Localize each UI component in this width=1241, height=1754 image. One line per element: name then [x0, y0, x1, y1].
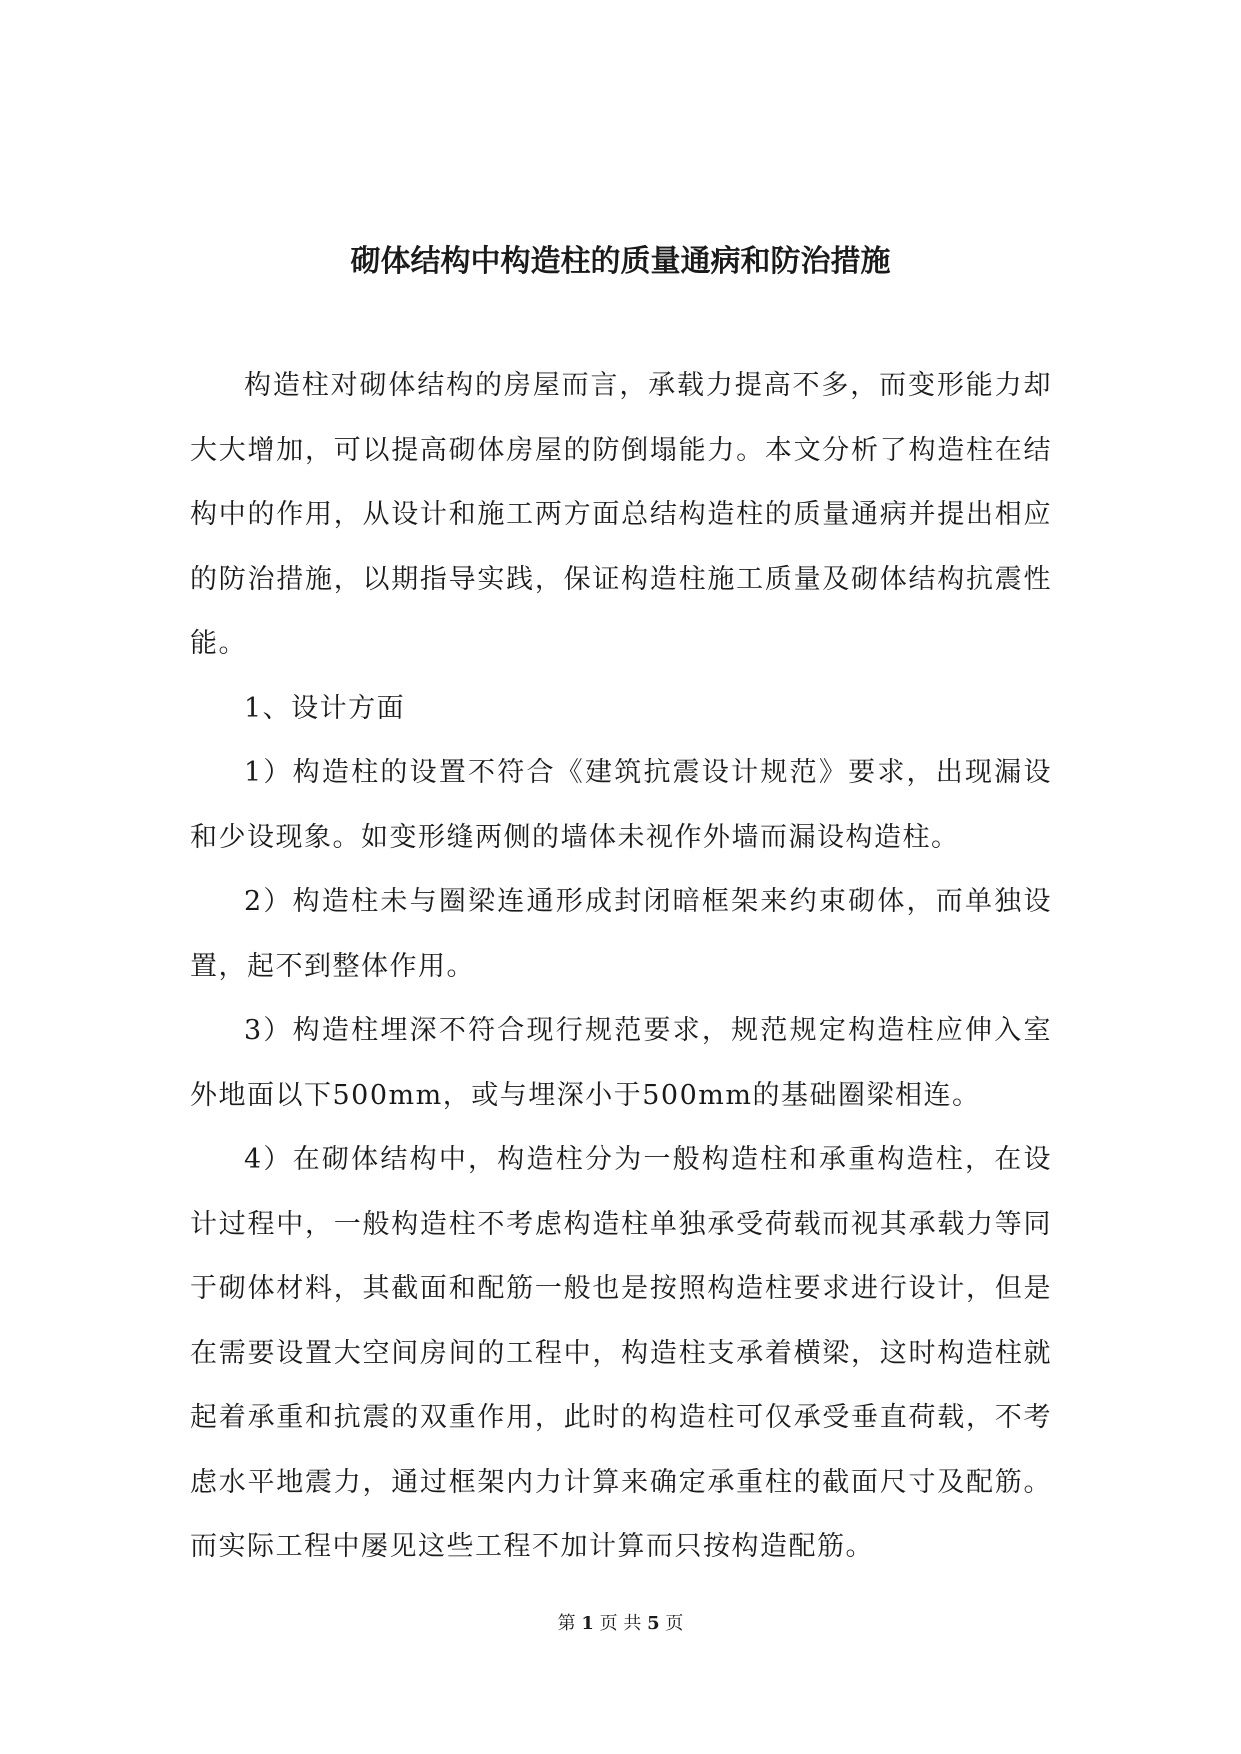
footer-total-pages: 5	[647, 1613, 660, 1634]
document-body	[190, 354, 1052, 1580]
paragraph-item-3: 3）构造柱埋深不符合现行规范要求，规范规定构造柱应伸入室外地面以下500mm，或与埋深小于500mm的基础圈梁相连。	[190, 1015, 1052, 1111]
page-footer	[0, 1612, 1241, 1636]
footer-prefix: 第	[557, 1613, 576, 1634]
footer-suffix: 页	[665, 1613, 684, 1634]
paragraph-item-2: 2）构造柱未与圈梁连通形成封闭暗框架来约束砌体，而单独设置，起不到整体作用。	[190, 886, 1052, 982]
paragraph-item-4: 4）在砌体结构中，构造柱分为一般构造柱和承重构造柱，在设计过程中，一般构造柱不考虑构造柱单独承受荷载而视其承载力等同于砌体材料，其截面和配筋一般也是按照构造柱要求进行设计，但是在需要设置大空间房间的工程中，构造柱支承着横梁，这时构造柱就起着承重和抗震的双重作用，此时的构造柱可仅承受垂直荷载，不考虑水平地震力，通过框架内力计算来确定承重柱的截面尺寸及配筋。而实际工程中屡见这些工程不加计算而只按构造配筋。	[190, 1144, 1052, 1562]
footer-middle: 页 共	[599, 1613, 642, 1634]
footer-page-number: 1	[581, 1613, 594, 1634]
paragraph-intro: 构造柱对砌体结构的房屋而言，承载力提高不多，而变形能力却大大增加，可以提高砌体房屋的防倒塌能力。本文分析了构造柱在结构中的作用，从设计和施工两方面总结构造柱的质量通病并提出相应的防治措施，以期指导实践，保证构造柱施工质量及砌体结构抗震性能。	[190, 370, 1052, 659]
section-heading-design: 1、设计方面	[244, 692, 406, 724]
paragraph-item-1: 1）构造柱的设置不符合《建筑抗震设计规范》要求，出现漏设和少设现象。如变形缝两侧的墙体未视作外墙而漏设构造柱。	[190, 757, 1052, 853]
document-title: 砌体结构中构造柱的质量通病和防治措施	[350, 244, 891, 280]
